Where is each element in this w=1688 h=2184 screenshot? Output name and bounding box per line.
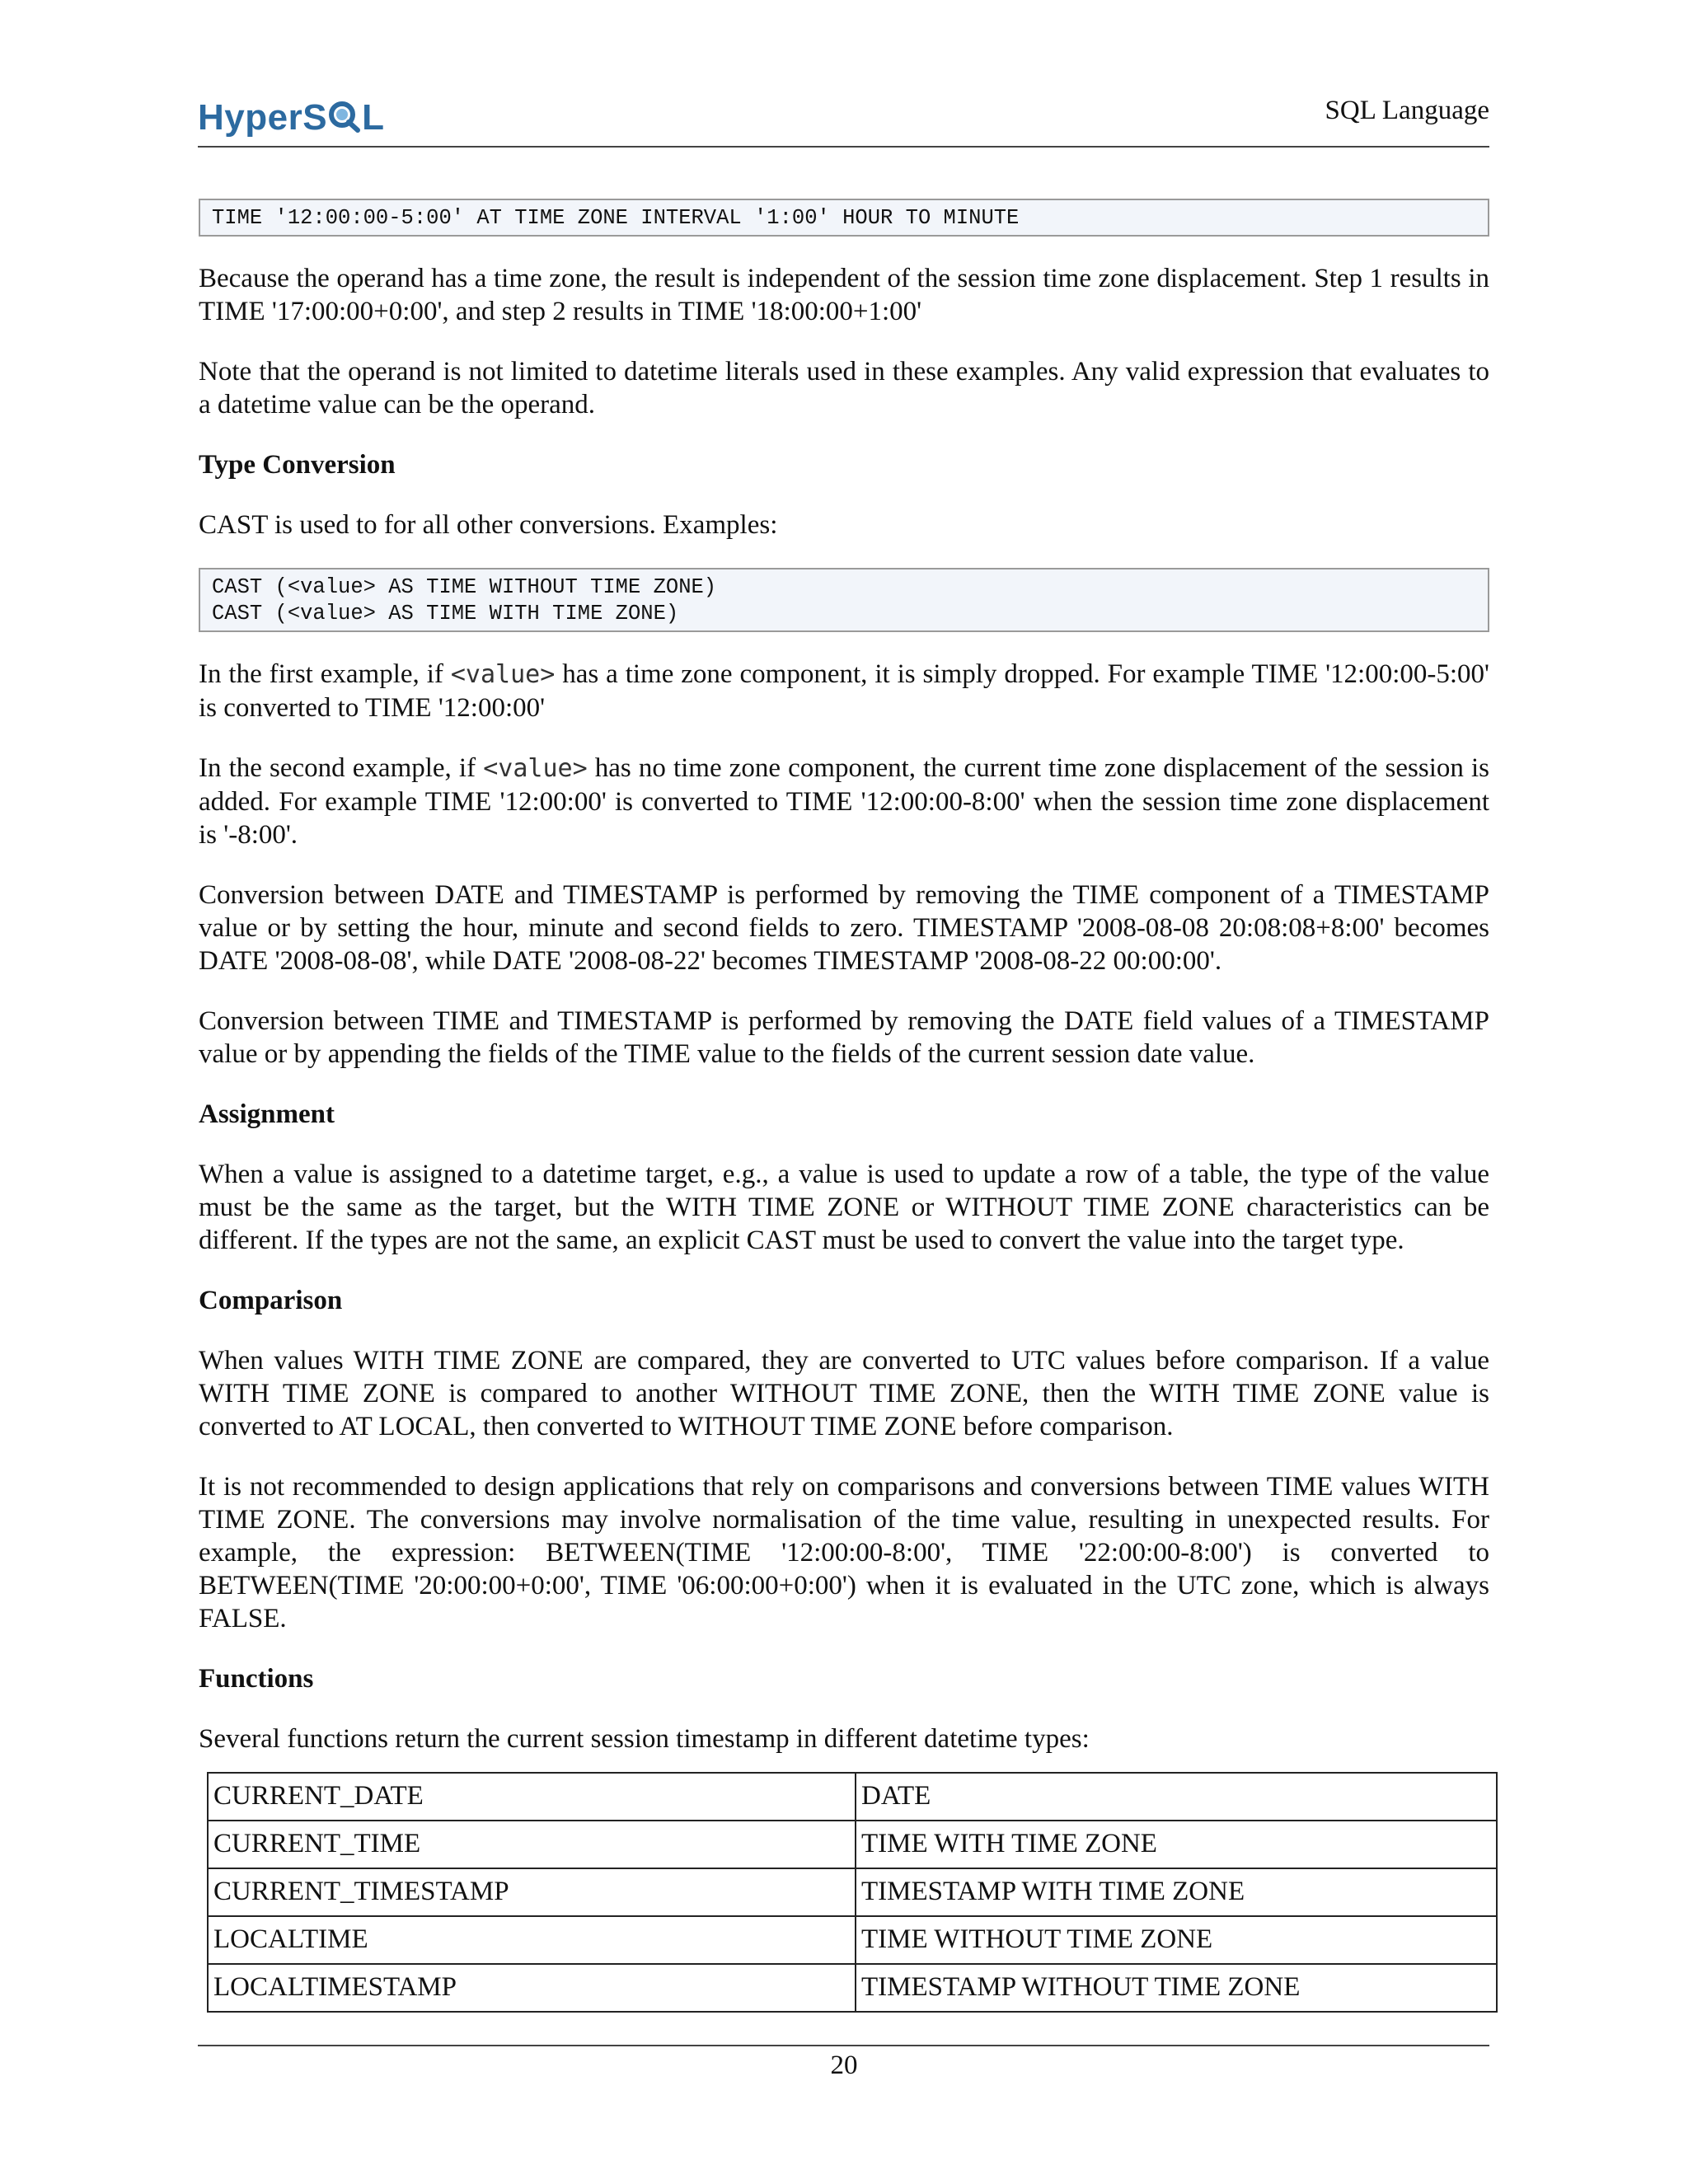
inline-code: <value> xyxy=(483,754,588,783)
hypersql-logo: HyperS L xyxy=(198,97,385,138)
header-divider xyxy=(198,146,1489,148)
header-title: SQL Language xyxy=(1325,96,1489,125)
paragraph: Conversion between TIME and TIMESTAMP is performed by removing the DATE field values of a TIMESTAMP value or by appending the fields of the TIME value to the fields of the current session date value. xyxy=(199,1006,1489,1069)
text: has no time zone component, the current time zone displacement of the session is added. For example TIME '12:00:00' is converted to TIME '12:00:00-8:00' when the session time zone displacement is '-8:00'. xyxy=(199,753,1489,850)
table-cell: LOCALTIMESTAMP xyxy=(208,1964,856,2012)
paragraph: Because the operand has a time zone, the result is independent of the session time zone displacement. Step 1 results in TIME '17:00:00+0:00', and step 2 results in TIME '18:00:00+1:00' xyxy=(199,264,1489,326)
code-block-at-time-zone: TIME '12:00:00-5:00' AT TIME ZONE INTERVAL '1:00' HOUR TO MINUTE xyxy=(199,199,1489,237)
footer-divider xyxy=(198,2045,1489,2046)
section-heading-assignment: Assignment xyxy=(199,1099,335,1129)
paragraph: Note that the operand is not limited to datetime literals used in these examples. Any valid expression that evaluates to a datetime value can be the operand. xyxy=(199,357,1489,419)
table-row xyxy=(208,1821,1497,1868)
table-cell: TIMESTAMP WITH TIME ZONE xyxy=(856,1868,1497,1916)
table-cell: LOCALTIME xyxy=(208,1916,856,1964)
table-cell: TIME WITHOUT TIME ZONE xyxy=(856,1916,1497,1964)
paragraph: When a value is assigned to a datetime target, e.g., a value is used to update a row of a table, the type of the value must be the same as the target, but the WITH TIME ZONE or WITHOUT TIME ZONE characteristics can be different. If the types are not the same, an explicit CAST must be used to convert the value into the target type. xyxy=(199,1160,1489,1255)
functions-table xyxy=(207,1772,1498,2013)
table-cell: TIME WITH TIME ZONE xyxy=(856,1821,1497,1868)
inline-code: <value> xyxy=(450,660,556,689)
page-content xyxy=(199,199,1489,2013)
section-heading-functions: Functions xyxy=(199,1664,314,1694)
text: has a time zone component, it is simply dropped. For example TIME '12:00:00-5:00' is converted to TIME '12:00:00' xyxy=(199,659,1489,723)
section-heading-comparison: Comparison xyxy=(199,1286,343,1315)
paragraph: It is not recommended to design applications that rely on comparisons and conversions between TIME values WITH TIME ZONE. The conversions may involve normalisation of the time value, resulting in unexpected results. For example, the expression: BETWEEN(TIME '12:00:00-8:00', TIME '22:00:00-8:00') is converted to BETWEEN(TIME '20:00:00+0:00', TIME '06:00:00+0:00') when it is evaluated in the UTC zone, which is always FALSE. xyxy=(199,1472,1489,1633)
paragraph: Several functions return the current session timestamp in different datetime types: xyxy=(199,1724,1090,1754)
magnifier-q-icon xyxy=(328,100,361,133)
code-block-cast: CAST (<value> AS TIME WITHOUT TIME ZONE) CAST (<value> AS TIME WITH TIME ZONE) xyxy=(199,568,1489,632)
text: In the first example, if xyxy=(199,659,451,689)
paragraph: CAST is used to for all other conversions. Examples: xyxy=(199,510,778,540)
section-heading-type-conversion: Type Conversion xyxy=(199,450,396,480)
table-row xyxy=(208,1773,1497,1821)
paragraph: Conversion between DATE and TIMESTAMP is performed by removing the TIME component of a TIMESTAMP value or by setting the hour, minute and second fields to zero. TIMESTAMP '2008-08-08 20:08:08+8:00' becomes DATE '2008-08-08', while DATE '2008-08-22' becomes TIMESTAMP '2008-08-22 00:00:00'. xyxy=(199,880,1489,976)
table-row xyxy=(208,1868,1497,1916)
table-row xyxy=(208,1964,1497,2012)
table-cell: CURRENT_TIME xyxy=(208,1821,856,1868)
table-cell: CURRENT_TIMESTAMP xyxy=(208,1868,856,1916)
paragraph: When values WITH TIME ZONE are compared, they are converted to UTC values before comparison. If a value WITH TIME ZONE is compared to another WITHOUT TIME ZONE, then the WITH TIME ZONE value is converted to AT LOCAL, then converted to WITHOUT TIME ZONE before comparison. xyxy=(199,1346,1489,1441)
page-number: 20 xyxy=(830,2050,858,2080)
table-cell: DATE xyxy=(856,1773,1497,1821)
table-row xyxy=(208,1916,1497,1964)
table-cell: TIMESTAMP WITHOUT TIME ZONE xyxy=(856,1964,1497,2012)
paragraph xyxy=(199,658,1489,724)
paragraph xyxy=(199,752,1489,851)
table-cell: CURRENT_DATE xyxy=(208,1773,856,1821)
text: In the second example, if xyxy=(199,753,484,783)
